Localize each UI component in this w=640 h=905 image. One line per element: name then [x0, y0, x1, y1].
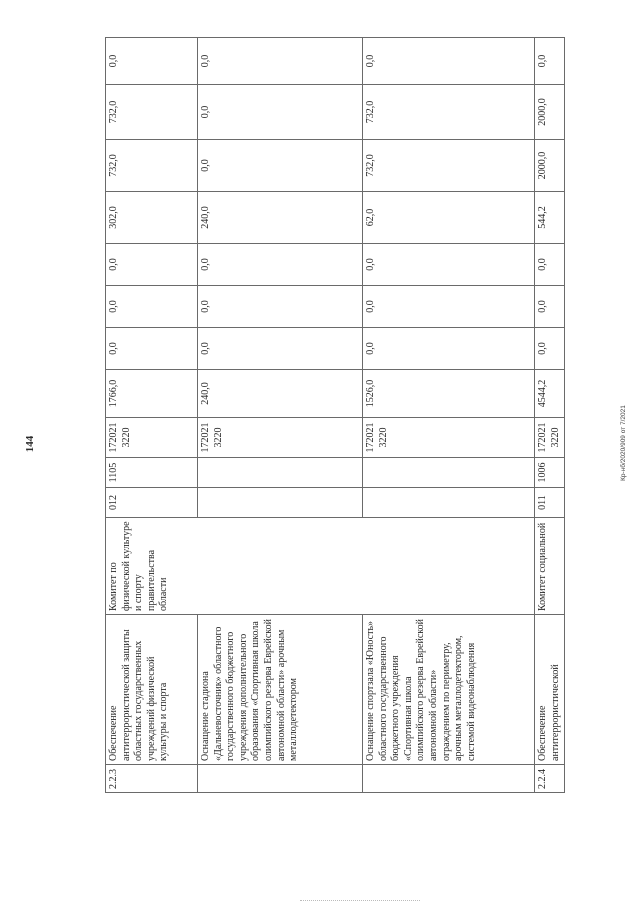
- cell-value: 0,0: [535, 328, 565, 370]
- cell-value: 732,0: [363, 140, 535, 192]
- cell-csr: 1720213220: [198, 418, 363, 458]
- cell-rzpr: 1006: [535, 458, 565, 488]
- cell-csr: 1720213220: [106, 418, 198, 458]
- table-row: [363, 38, 535, 793]
- cell-grbs: [363, 488, 535, 518]
- cell-rzpr: 1105: [106, 458, 198, 488]
- scan-margin-line: [300, 900, 420, 902]
- cell-no: 2.2.4: [535, 765, 565, 793]
- cell-value: 0,0: [363, 328, 535, 370]
- cell-executor: [198, 518, 363, 615]
- cell-executor: Комитет по физической культуре и спорту правительства области: [106, 518, 198, 615]
- cell-value: 544,2: [535, 192, 565, 244]
- cell-csr: 1720213220: [363, 418, 535, 458]
- cell-name: Обеспечение антитеррористической: [535, 615, 565, 765]
- document-footer-code: Кр-нб/2020/909 от 7/2021: [620, 405, 627, 481]
- cell-value: 732,0: [363, 85, 535, 140]
- cell-executor: Комитет социальной: [535, 518, 565, 615]
- cell-value: 240,0: [198, 192, 363, 244]
- cell-csr: 1720213220: [535, 418, 565, 458]
- cell-value: 0,0: [198, 38, 363, 85]
- cell-value: 62,0: [363, 192, 535, 244]
- cell-executor: [363, 518, 535, 615]
- cell-value: 0,0: [106, 38, 198, 85]
- cell-value: 0,0: [363, 286, 535, 328]
- table-row: [198, 38, 363, 793]
- cell-value: 0,0: [535, 38, 565, 85]
- cell-value: 240,0: [198, 370, 363, 418]
- cell-no: [363, 765, 535, 793]
- cell-name: Оснащение спортзала «Юность» областного государственного бюджетного учреждения «Спортивная школа олимпийского резерва Еврейской автономной области» ограждением по периметру, арочным металлодетектором, системой видеонаблюдения: [363, 615, 535, 765]
- cell-value: 0,0: [198, 286, 363, 328]
- cell-value: 302,0: [106, 192, 198, 244]
- budget-table: [105, 38, 561, 793]
- cell-value: 0,0: [106, 286, 198, 328]
- cell-rzpr: [363, 458, 535, 488]
- cell-name: Оснащение стадиона «Дальневосточник» областного государственного бюджетного учреждения дополнительного образования «Спортивная школа олимпийского резерва Еврейской автономной области» арочным металлодетектором: [198, 615, 363, 765]
- cell-value: 732,0: [106, 85, 198, 140]
- cell-grbs: 011: [535, 488, 565, 518]
- cell-value: 2000,0: [535, 140, 565, 192]
- cell-value: 1766,0: [106, 370, 198, 418]
- cell-value: 4544,2: [535, 370, 565, 418]
- cell-value: 0,0: [198, 140, 363, 192]
- cell-grbs: 012: [106, 488, 198, 518]
- cell-value: 0,0: [198, 85, 363, 140]
- cell-value: 0,0: [198, 244, 363, 286]
- cell-no: [198, 765, 363, 793]
- cell-value: 1526,0: [363, 370, 535, 418]
- cell-rzpr: [198, 458, 363, 488]
- cell-value: 0,0: [535, 286, 565, 328]
- cell-value: 0,0: [106, 244, 198, 286]
- cell-no: 2.2.3: [106, 765, 198, 793]
- cell-value: 0,0: [363, 38, 535, 85]
- cell-value: 0,0: [535, 244, 565, 286]
- cell-grbs: [198, 488, 363, 518]
- cell-value: 0,0: [106, 328, 198, 370]
- table-row: [535, 38, 565, 793]
- cell-value: 0,0: [363, 244, 535, 286]
- cell-value: 732,0: [106, 140, 198, 192]
- page-number: 144: [24, 435, 36, 453]
- table-row: [106, 38, 198, 793]
- cell-name: Обеспечение антитеррористической защиты областных государственных учреждений физической культуры и спорта: [106, 615, 198, 765]
- cell-value: 2000,0: [535, 85, 565, 140]
- cell-value: 0,0: [198, 328, 363, 370]
